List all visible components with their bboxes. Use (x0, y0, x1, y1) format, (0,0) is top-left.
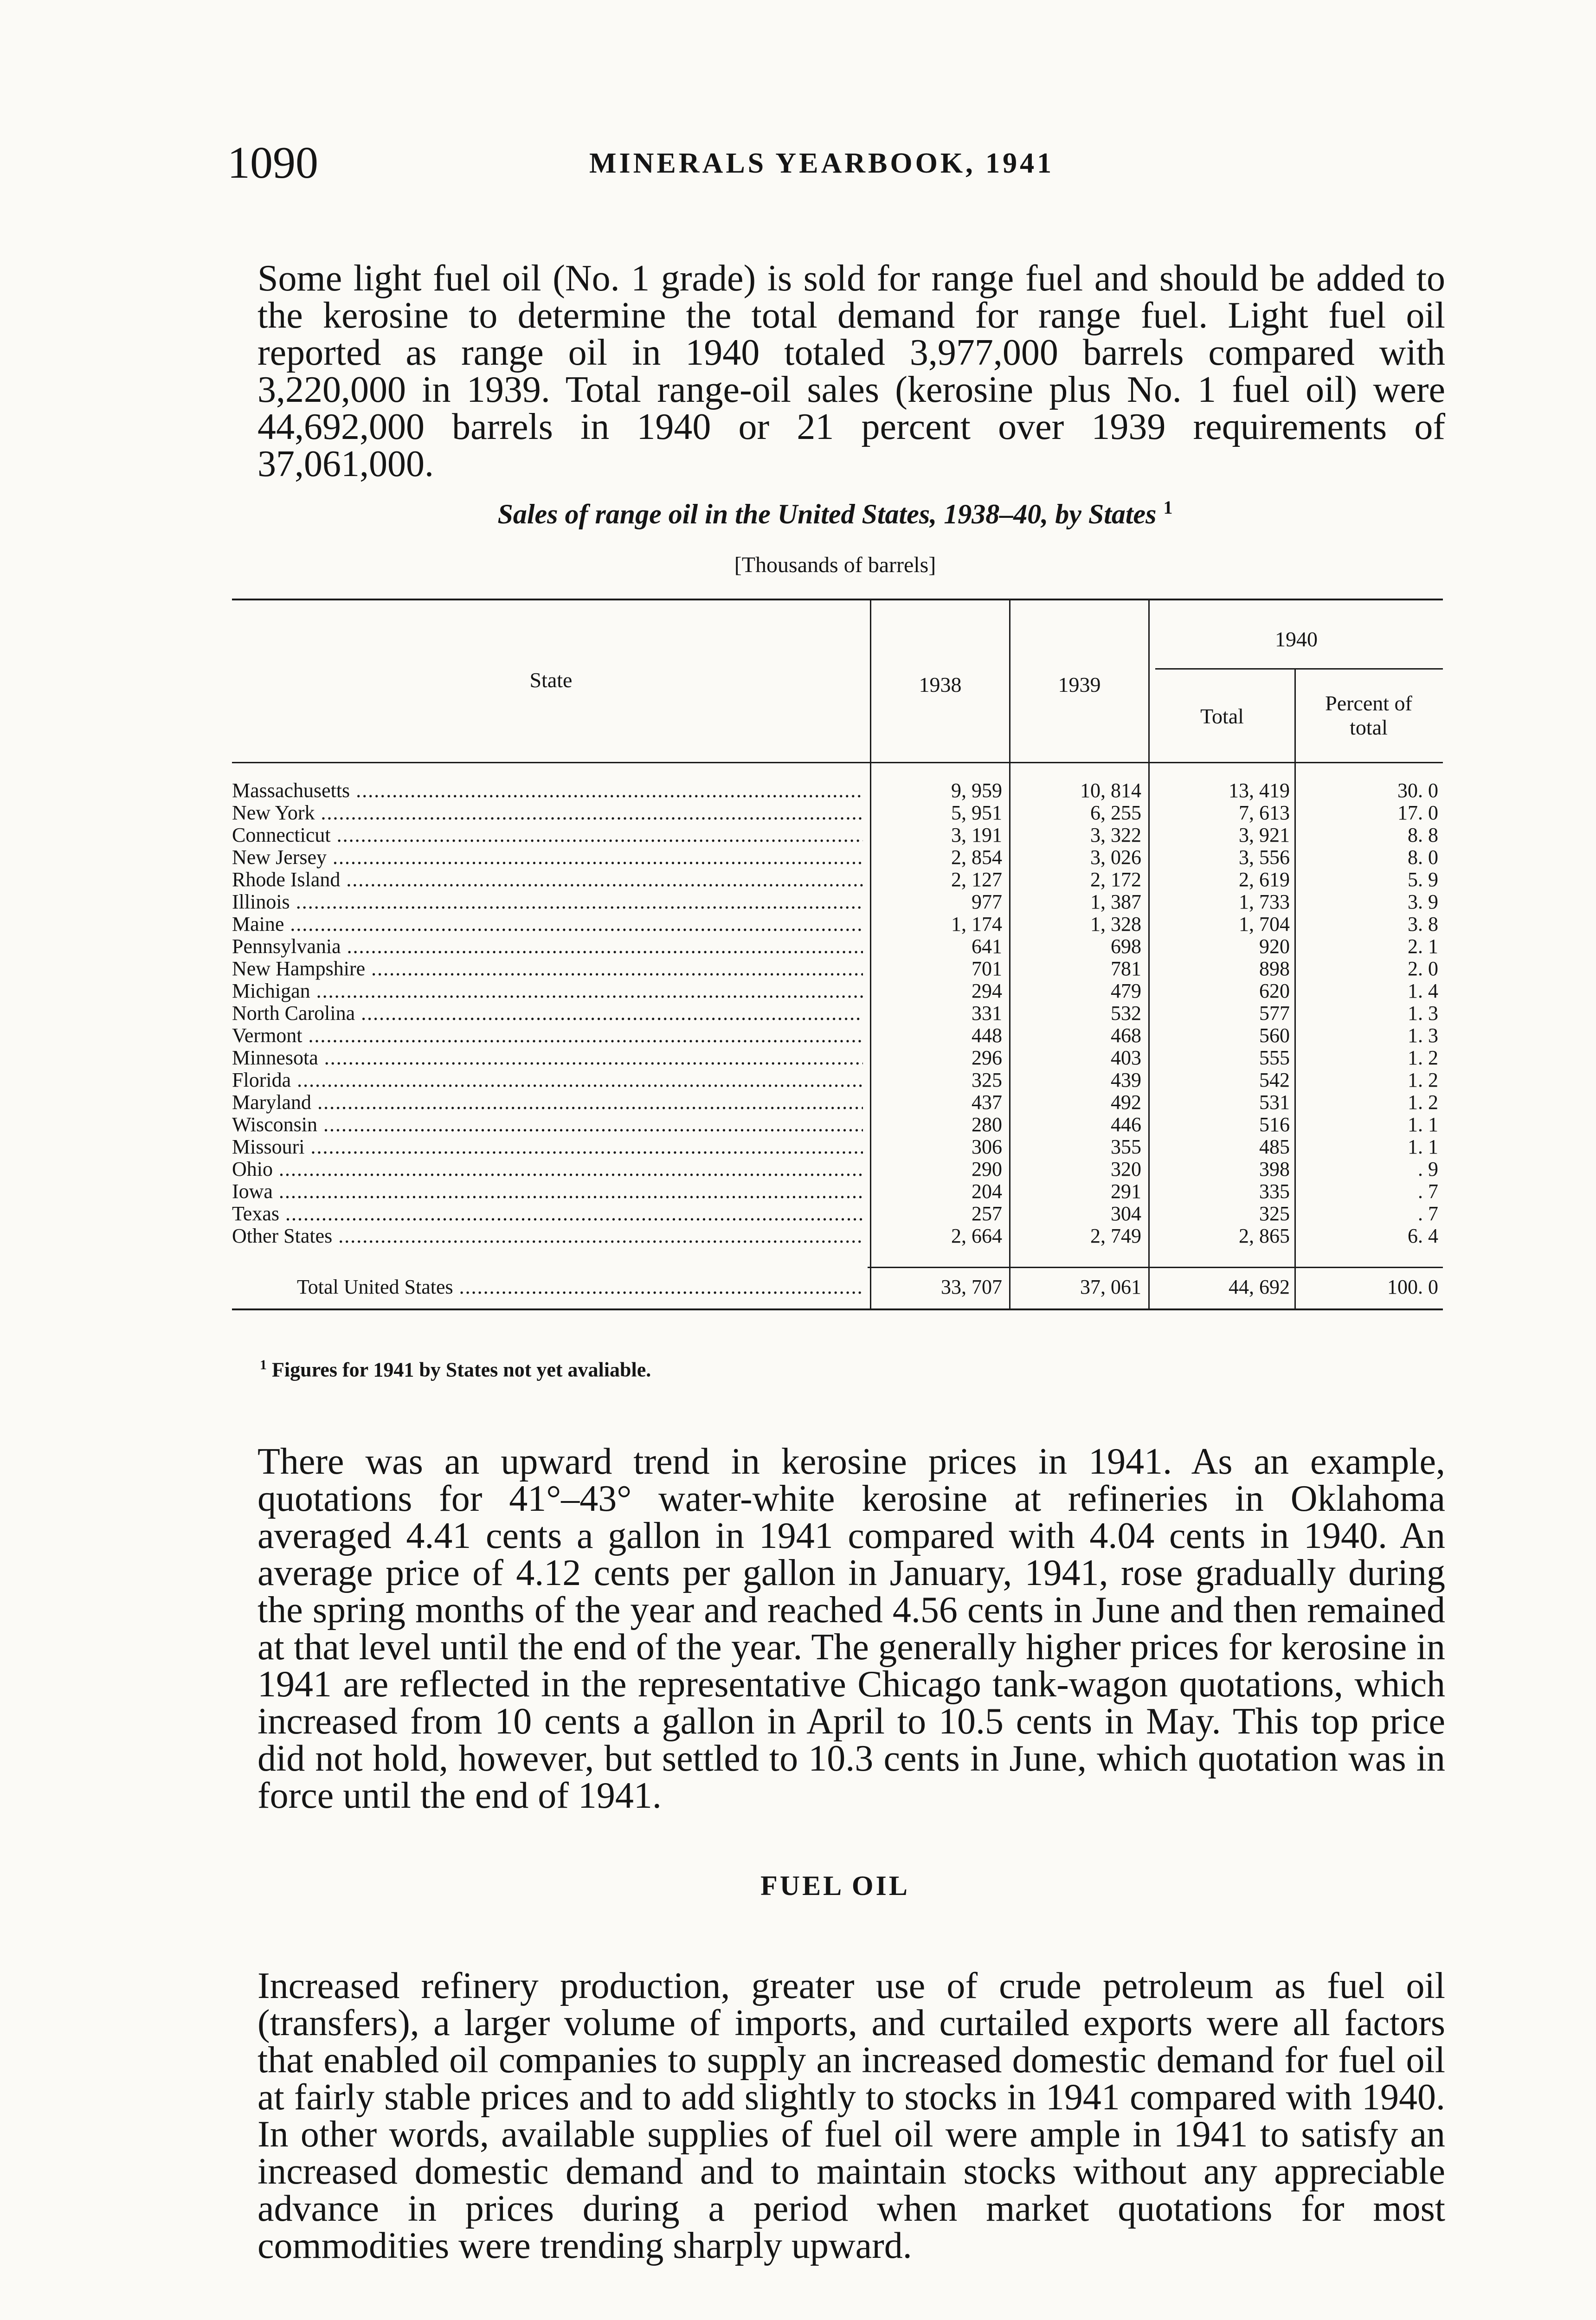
cell-1939: 1, 328 (1090, 913, 1141, 935)
cell-1939: 479 (1111, 980, 1141, 1002)
cell-1940-total: 2, 865 (1239, 1224, 1290, 1247)
header-1938: 1938 (919, 673, 962, 696)
cell-state: Total United States ..... (297, 1276, 863, 1298)
cell-1939: 446 (1111, 1113, 1141, 1136)
cell-1940-percent: 1. 1 (1408, 1113, 1438, 1136)
cell-1938: 204 (972, 1180, 1002, 1203)
cell-1938: 280 (972, 1113, 1002, 1136)
cell-1940-percent: 3. 8 (1408, 913, 1438, 935)
cell-1939: 2, 172 (1090, 868, 1141, 891)
running-title: MINERALS YEARBOOK, 1941 (589, 148, 1055, 179)
cell-state: Rhode Island ..... (232, 869, 863, 891)
cell-1938: 2, 127 (951, 868, 1002, 891)
cell-1940-percent: 8. 8 (1408, 824, 1438, 846)
table-row (232, 980, 1443, 1002)
table-row (232, 1091, 1443, 1114)
table-units: [Thousands of barrels] (734, 553, 936, 577)
cell-1938: 701 (972, 957, 1002, 980)
cell-1940-total: 2, 619 (1239, 868, 1290, 891)
cell-1938: 437 (972, 1091, 1002, 1114)
cell-1938: 641 (972, 935, 1002, 958)
cell-1940-percent: 1. 4 (1408, 980, 1438, 1002)
cell-1938: 3, 191 (951, 824, 1002, 846)
table-row (232, 1203, 1443, 1225)
cell-state: Vermont ..... (232, 1025, 863, 1047)
table-row (232, 913, 1443, 935)
header-1939: 1939 (1058, 673, 1101, 696)
cell-1938: 448 (972, 1024, 1002, 1047)
table-row (232, 1069, 1443, 1091)
cell-1939: 291 (1111, 1180, 1141, 1203)
header-percent: Percent of total (1325, 691, 1412, 739)
cell-1940-percent: 17. 0 (1397, 801, 1438, 824)
table-row (232, 958, 1443, 980)
table-row (232, 1047, 1443, 1069)
cell-1940-percent: 1. 2 (1408, 1069, 1438, 1091)
cell-1940-total: 620 (1259, 980, 1290, 1002)
cell-1938: 9, 959 (951, 779, 1002, 802)
cell-1940-total: 7, 613 (1239, 801, 1290, 824)
cell-1940-percent: 8. 0 (1408, 846, 1438, 869)
cell-state: Massachusetts ..... (232, 780, 863, 802)
cell-1940-total: 3, 921 (1239, 824, 1290, 846)
table-row (232, 935, 1443, 958)
cell-1938: 2, 664 (951, 1224, 1002, 1247)
cell-1940-total: 560 (1259, 1024, 1290, 1047)
cell-state: Ohio ..... (232, 1158, 863, 1180)
cell-state: Florida ..... (232, 1069, 863, 1091)
cell-state: Pennsylvania ..... (232, 935, 863, 958)
cell-1940-percent: 1. 3 (1408, 1002, 1438, 1025)
cell-1938: 296 (972, 1046, 1002, 1069)
page-number: 1090 (227, 138, 318, 188)
table-footnote (260, 1357, 651, 1382)
cell-state: Maryland ..... (232, 1091, 863, 1114)
cell-state: Texas ..... (232, 1203, 863, 1225)
table-row (232, 802, 1443, 824)
cell-1940-percent: 1. 3 (1408, 1024, 1438, 1047)
cell-1940-total: 920 (1259, 935, 1290, 958)
cell-1940-total: 325 (1259, 1202, 1290, 1225)
table-row (232, 1158, 1443, 1180)
header-bottom-rule (232, 762, 1443, 763)
cell-1940-percent: . 7 (1418, 1180, 1438, 1203)
cell-1940-percent: 6. 4 (1408, 1224, 1438, 1247)
cell-1940-total: 577 (1259, 1002, 1290, 1025)
cell-1940-total: 335 (1259, 1180, 1290, 1203)
paragraph-fuel-oil: Increased refinery production, greater use of crude petroleum as fuel oil (transfers), a larger volume of imports, and curtailed exports were all factors that enabled oil companies to supply an increased domestic demand for fuel oil at fairly stable prices and to add slightly to stocks in 1941 compared with 1940. In other words, available supplies of fuel oil were ample in 1941 to satisfy an increased domestic demand and to maintain stocks without any appreciable advance in prices during a period when market quotations for most commodities were trending sharply upward. (257, 1966, 1445, 2266)
cell-1939: 492 (1111, 1091, 1141, 1114)
table-caption-text: Sales of range oil in the United States, 1938–40, by States (497, 499, 1157, 529)
cell-1939: 3, 026 (1090, 846, 1141, 869)
header-total: Total (1200, 704, 1244, 728)
cell-state: New Jersey ..... (232, 846, 863, 869)
cell-1939: 468 (1111, 1024, 1141, 1047)
table-row (232, 1114, 1443, 1136)
table-row (232, 1025, 1443, 1047)
cell-state: Connecticut ..... (232, 824, 863, 846)
table-row (232, 1136, 1443, 1158)
header-1940-rule (1155, 668, 1443, 670)
cell-1939: 3, 322 (1090, 824, 1141, 846)
cell-1938: 331 (972, 1002, 1002, 1025)
cell-state: Iowa ..... (232, 1180, 863, 1203)
cell-1940-percent: 5. 9 (1408, 868, 1438, 891)
range-oil-table (232, 599, 1443, 1350)
table-row (232, 869, 1443, 891)
footnote-mark: 1 (260, 1357, 267, 1373)
cell-1940-percent: 30. 0 (1397, 779, 1438, 802)
header-1940: 1940 (1275, 627, 1318, 651)
cell-state: Other States ..... (232, 1225, 863, 1247)
footnote-text: Figures for 1941 by States not yet avaliable. (272, 1358, 651, 1381)
running-head (227, 137, 1443, 188)
table-total-row (232, 1276, 1443, 1298)
cell-1939: 2, 749 (1090, 1224, 1141, 1247)
cell-1939: 439 (1111, 1069, 1141, 1091)
cell-state: Minnesota ..... (232, 1047, 863, 1069)
cell-state: Missouri ..... (232, 1136, 863, 1158)
cell-1940-percent: 1. 2 (1408, 1046, 1438, 1069)
cell-1940-total: 542 (1259, 1069, 1290, 1091)
cell-1940-total: 516 (1259, 1113, 1290, 1136)
table-bottom-rule (232, 1308, 1443, 1310)
cell-1939: 781 (1111, 957, 1141, 980)
cell-1939: 532 (1111, 1002, 1141, 1025)
caption-footnote-mark: 1 (1163, 497, 1173, 518)
cell-state: Wisconsin ..... (232, 1114, 863, 1136)
cell-1940-percent: . 7 (1418, 1202, 1438, 1225)
cell-1939: 698 (1111, 935, 1141, 958)
cell-1940-total: 485 (1259, 1135, 1290, 1158)
cell-1939: 1, 387 (1090, 890, 1141, 913)
table-row (232, 1225, 1443, 1247)
cell-1939: 355 (1111, 1135, 1141, 1158)
cell-1938: 977 (972, 890, 1002, 913)
cell-state: New York ..... (232, 802, 863, 824)
table-row (232, 824, 1443, 846)
cell-1939: 37, 061 (1080, 1276, 1141, 1298)
table-top-rule (232, 599, 1443, 600)
paragraph-kerosine-prices: There was an upward trend in kerosine prices in 1941. As an example, quotations for 41°–43° water-white kerosine at refineries in Oklahoma averaged 4.41 cents a gallon in 1941 compared with 4.04 cents in 1940. An average price of 4.12 cents per gallon in January, 1941, rose gradually during the spring months of the year and reached 4.56 cents in June and then remained at that level until the end of the year. The generally higher prices for kerosine in 1941 are reflected in the representative Chicago tank-wagon quotations, which increased from 10 cents a gallon in April to 10.5 cents in May. This top price did not hold, however, but settled to 10.3 cents in June, which quotation was in force until the end of 1941. (257, 1441, 1445, 1816)
cell-state: Michigan ..... (232, 980, 863, 1002)
cell-1938: 1, 174 (951, 913, 1002, 935)
table-row (232, 846, 1443, 869)
cell-1940-percent: 100. 0 (1387, 1276, 1438, 1298)
cell-1940-total: 1, 733 (1239, 890, 1290, 913)
cell-1940-total: 555 (1259, 1046, 1290, 1069)
total-top-rule (868, 1267, 1443, 1268)
cell-1940-percent: 2. 0 (1408, 957, 1438, 980)
cell-1938: 294 (972, 980, 1002, 1002)
cell-1939: 10, 814 (1080, 779, 1141, 802)
cell-1938: 33, 707 (941, 1276, 1002, 1298)
paragraph-range-fuel: Some light fuel oil (No. 1 grade) is sold for range fuel and should be added to the kerosine to determine the total demand for range fuel. Light fuel oil reported as range oil in 1940 totaled 3,977,000 barrels compared with 3,220,000 in 1939. Total range-oil sales (kerosine plus No. 1 fuel oil) were 44,692,000 barrels in 1940 or 21 percent over 1939 requirements of 37,061,000. (257, 258, 1445, 484)
table-row (232, 780, 1443, 802)
cell-1939: 6, 255 (1090, 801, 1141, 824)
cell-1940-percent: 3. 9 (1408, 890, 1438, 913)
cell-1938: 257 (972, 1202, 1002, 1225)
cell-1938: 5, 951 (951, 801, 1002, 824)
cell-1940-total: 1, 704 (1239, 913, 1290, 935)
cell-1940-total: 13, 419 (1229, 779, 1290, 802)
section-heading-fuel-oil: FUEL OIL (760, 1870, 910, 1901)
cell-1940-percent: 1. 1 (1408, 1135, 1438, 1158)
cell-1940-total: 398 (1259, 1158, 1290, 1180)
cell-1939: 304 (1111, 1202, 1141, 1225)
cell-1940-percent: 1. 2 (1408, 1091, 1438, 1114)
table-row (232, 1180, 1443, 1203)
cell-1940-total: 531 (1259, 1091, 1290, 1114)
cell-1940-total: 3, 556 (1239, 846, 1290, 869)
table-row (232, 891, 1443, 913)
cell-1940-percent: . 9 (1418, 1158, 1438, 1180)
cell-1940-total: 44, 692 (1229, 1276, 1290, 1298)
cell-1938: 2, 854 (951, 846, 1002, 869)
cell-state: Illinois ..... (232, 891, 863, 913)
cell-1939: 320 (1111, 1158, 1141, 1180)
table-caption (227, 496, 1443, 530)
cell-state: Maine ..... (232, 913, 863, 935)
cell-1938: 325 (972, 1069, 1002, 1091)
cell-1940-percent: 2. 1 (1408, 935, 1438, 958)
cell-1938: 290 (972, 1158, 1002, 1180)
cell-state: New Hampshire ..... (232, 958, 863, 980)
cell-state: North Carolina ..... (232, 1002, 863, 1025)
table-row (232, 1002, 1443, 1025)
header-state: State (529, 668, 573, 692)
cell-1938: 306 (972, 1135, 1002, 1158)
cell-1940-total: 898 (1259, 957, 1290, 980)
cell-1939: 403 (1111, 1046, 1141, 1069)
